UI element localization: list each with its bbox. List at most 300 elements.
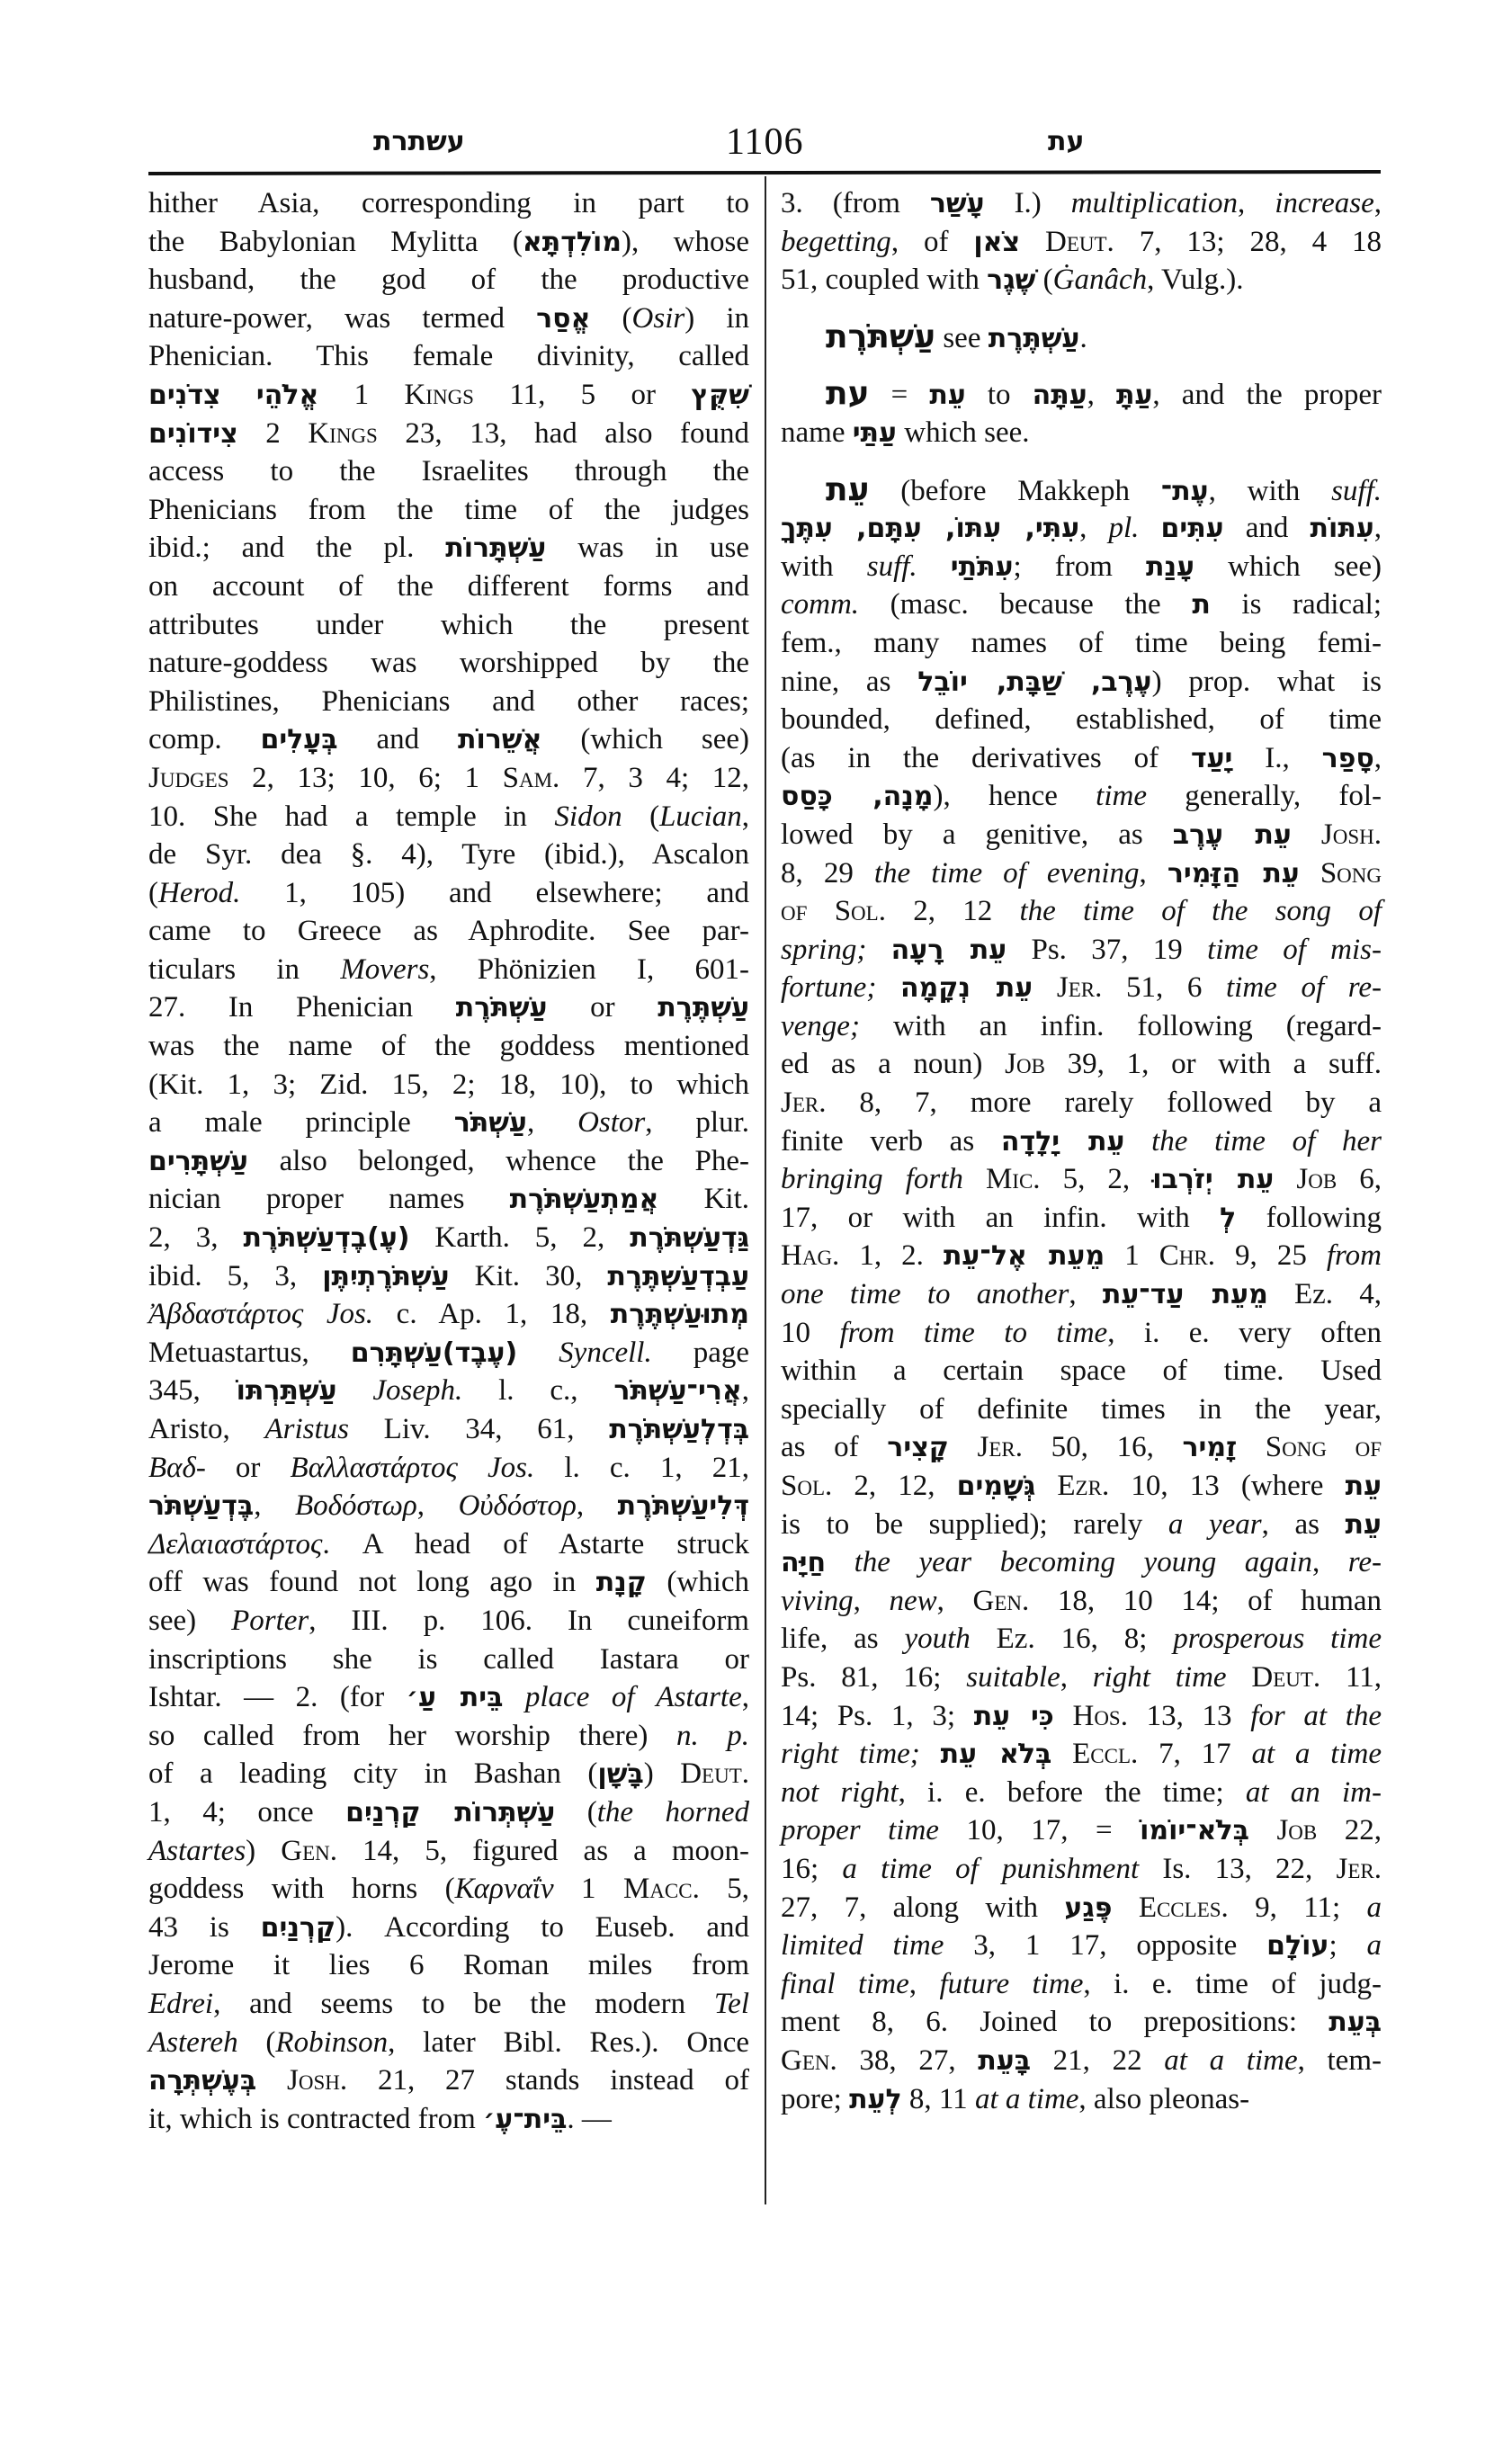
text-segment: suff.	[1331, 474, 1382, 507]
text-segment: (	[148, 876, 158, 909]
text-segment: , and seems to be the modern	[213, 1987, 714, 2020]
text-segment: pore;	[781, 2082, 850, 2115]
text-segment: Song	[1320, 856, 1382, 890]
text-segment: final time	[781, 1967, 909, 2000]
text-segment: 10, 13 (where	[1109, 1470, 1346, 1502]
text-line	[781, 854, 1382, 893]
text-segment: Jer.	[977, 1431, 1024, 1464]
text-segment: a year	[1168, 1507, 1262, 1541]
text-segment: which see)	[1194, 550, 1382, 583]
hebrew-text: צֹאן	[973, 226, 1021, 258]
hebrew-text: עָנַת	[1146, 550, 1195, 583]
text-line	[781, 1045, 1382, 1084]
text-line	[148, 1985, 749, 2024]
hebrew-text: אֲמַתְעַשְׁתֹּרֶת	[509, 1184, 659, 1216]
text-segment: place of Astarte	[524, 1681, 742, 1714]
text-segment: nine, as	[781, 665, 918, 698]
hebrew-text: עִתּוֹת	[1310, 513, 1374, 545]
text-line	[148, 988, 749, 1027]
text-segment: (	[1035, 264, 1053, 297]
text-segment	[1054, 1700, 1073, 1732]
text-segment: 23, 13, had also found	[377, 416, 750, 450]
text-line	[148, 491, 749, 530]
text-line	[148, 1717, 749, 1756]
text-segment: Job	[1276, 1814, 1318, 1847]
hebrew-text: לְ	[1220, 1202, 1237, 1234]
text-line	[148, 529, 749, 568]
text-segment: 21, 22	[1031, 2043, 1165, 2077]
text-segment: Job	[1005, 1048, 1045, 1081]
running-head	[148, 115, 1381, 169]
text-segment: goddess with horns (	[148, 1873, 455, 1906]
text-segment: page	[651, 1336, 750, 1369]
text-segment: , also pleonas-	[1078, 2082, 1250, 2115]
hebrew-text: אֱלֹהֵי	[255, 379, 319, 411]
text-segment: suff.	[866, 550, 917, 583]
text-segment: Liv. 34, 61,	[348, 1413, 610, 1445]
text-line	[148, 836, 749, 874]
hebrew-text: עֶרֶב, שַׁבָּת, יוֹבֵל	[917, 666, 1152, 698]
text-segment: Phenician. This female divinity, called	[148, 340, 749, 373]
text-line	[148, 415, 749, 453]
text-segment	[807, 895, 834, 927]
text-segment: youth	[904, 1623, 971, 1656]
hebrew-text: שִׁקֻּץ	[691, 379, 749, 411]
text-line	[781, 1160, 1382, 1199]
hebrew-text: עֵת	[1345, 1471, 1382, 1502]
text-segment: Phenicians from the time of the judges	[148, 493, 749, 526]
text-segment: fortune;	[781, 971, 877, 1005]
text-segment: Jer.	[1056, 971, 1103, 1005]
text-segment: 51, 6	[1102, 971, 1227, 1005]
text-segment: Jer.	[1336, 1852, 1382, 1885]
text-segment: (	[590, 301, 632, 335]
hebrew-text: דְּלִיעַשְׁתֹּרֶת	[617, 1490, 750, 1523]
text-segment: for at the	[1250, 1699, 1382, 1732]
text-segment: ,	[1060, 1660, 1093, 1694]
hebrew-text: עֵת הַזָּמִיר	[1167, 857, 1300, 890]
text-line	[148, 1180, 749, 1219]
text-segment: from	[1326, 1239, 1382, 1273]
hebrew-text: עֵת רָעָה	[890, 934, 1007, 966]
hebrew-text: עַשְׁתָּרִים	[148, 1145, 248, 1177]
text-line	[781, 1467, 1382, 1506]
hebrew-text: צִידוֹנִים	[148, 417, 238, 450]
text-line	[148, 1755, 749, 1793]
text-segment: Karth. 5, 2,	[409, 1221, 631, 1255]
text-segment: )	[643, 1757, 681, 1791]
text-segment: 1, 2.	[839, 1239, 944, 1273]
text-segment: (before Makkeph	[869, 474, 1161, 507]
text-line	[148, 951, 749, 989]
text-segment: a	[1366, 1891, 1382, 1924]
text-segment: 27, 7, along with	[781, 1891, 1065, 1924]
text-segment: (	[555, 1795, 597, 1829]
text-segment: Ishtar. — 2. (for	[148, 1681, 407, 1714]
text-segment: at an im-	[1245, 1775, 1382, 1809]
text-segment	[1139, 512, 1160, 544]
text-segment: 2, 13; 10, 6; 1	[228, 761, 503, 794]
text-line	[148, 452, 749, 491]
hebrew-text: עֵת	[929, 380, 966, 412]
text-segment: 1, 105) and elsewhere; and	[240, 876, 749, 909]
text-segment: Gen.	[281, 1834, 337, 1867]
text-segment: 10, 17, =	[938, 1814, 1141, 1847]
text-segment: see	[935, 321, 989, 354]
hebrew-text: אֱסַר	[536, 302, 591, 335]
text-segment: I.)	[984, 187, 1071, 219]
text-segment: spring;	[781, 933, 867, 966]
text-segment: right time	[1092, 1660, 1227, 1694]
text-segment: Movers	[340, 952, 430, 986]
text-line	[781, 375, 1382, 414]
text-segment: , later Bibl. Res.). Once	[388, 2025, 749, 2059]
text-segment: Jos.	[487, 1451, 535, 1484]
text-line	[148, 1104, 749, 1142]
hebrew-text: קָנָת	[595, 1567, 647, 1599]
text-segment: ) in	[684, 301, 749, 335]
text-segment: comp.	[148, 723, 261, 756]
text-segment: off was found not long ago in	[148, 1566, 596, 1599]
hebrew-text: עַשְׁתֹּרֶת	[455, 992, 548, 1024]
text-segment: ibid.; and the pl.	[148, 532, 446, 565]
text-segment: Deut.	[1045, 225, 1114, 258]
text-segment: ,	[1237, 187, 1275, 219]
text-segment	[1274, 1163, 1296, 1195]
left-column	[148, 184, 749, 2138]
running-head-first-entry: עשתרת	[373, 126, 465, 157]
text-segment: within a certain space of time. Used	[781, 1355, 1382, 1388]
text-segment: Jer.	[781, 1086, 827, 1120]
text-line	[148, 1027, 749, 1066]
hebrew-text: בְּעֵת	[1329, 2007, 1382, 2039]
text-line	[781, 300, 1382, 318]
hebrew-text: זָמִיר	[1182, 1432, 1238, 1464]
text-line	[781, 1774, 1382, 1812]
hebrew-text: צִדֹנִים	[148, 379, 221, 411]
text-line	[148, 1678, 749, 1717]
text-segment: ). According to Euseb. and	[336, 1910, 749, 1944]
hebrew-text: עֵת נְקָמָה	[899, 972, 1033, 1005]
text-segment: ) prop. what is	[1151, 665, 1382, 698]
text-segment: from time to time	[839, 1316, 1108, 1349]
hebrew-text: בְּעָלִים	[260, 724, 338, 756]
text-segment: also belonged, whence the Phe-	[247, 1144, 749, 1177]
text-segment	[1249, 1814, 1277, 1846]
text-segment: ,	[416, 1489, 459, 1523]
hebrew-text: בְּלֹא עֵת	[940, 1739, 1052, 1771]
text-segment: 3, 1 17, opposite	[944, 1929, 1267, 1963]
text-segment: 18, 10 14; of human	[1029, 1584, 1382, 1617]
text-segment: ,	[1069, 1278, 1103, 1311]
text-segment: 14; Ps. 1, 3;	[781, 1699, 974, 1732]
text-line	[148, 606, 749, 645]
text-segment: Lucian	[659, 800, 742, 833]
hebrew-text: אֲשֵׁרוֹת	[458, 724, 542, 756]
text-segment: 51, coupled with	[781, 264, 988, 297]
text-segment: ), whose	[622, 225, 749, 258]
hebrew-text: עַשְׁתָּרוֹת	[445, 532, 547, 565]
text-segment: Ps. 37, 19	[1007, 933, 1208, 966]
text-line	[148, 1946, 749, 1985]
text-line	[148, 1066, 749, 1104]
hebrew-text: עֵת	[1345, 1508, 1382, 1541]
text-segment: 11, 5 or	[473, 378, 692, 411]
text-line	[781, 548, 1382, 586]
hebrew-text: בְּלֹא־יוֹמוֹ	[1140, 1815, 1249, 1847]
text-segment: 22,	[1317, 1814, 1382, 1847]
text-segment: as of	[781, 1431, 888, 1464]
text-segment: c. Ap. 1, 18,	[373, 1298, 611, 1331]
text-segment: nature-goddess was worshipped by the	[148, 647, 749, 680]
text-line	[781, 223, 1382, 262]
text-segment: Ezr.	[1057, 1470, 1110, 1502]
text-segment: life, as	[781, 1623, 905, 1656]
text-segment: which see.	[896, 416, 1030, 449]
text-line	[781, 1697, 1382, 1736]
text-segment: 27. In Phenician	[148, 991, 456, 1024]
text-segment: Hos.	[1072, 1699, 1128, 1732]
running-head-last-entry: עת	[1048, 126, 1085, 157]
text-segment: time of mis-	[1207, 933, 1382, 966]
text-segment: Βοδόστωρ	[295, 1489, 417, 1523]
text-segment: 5,	[699, 1873, 750, 1906]
text-line	[148, 1602, 749, 1641]
text-segment: nature-power, was termed	[148, 301, 537, 335]
text-line	[781, 356, 1382, 375]
text-line	[781, 2080, 1382, 2119]
hebrew-text: מֵעֵת עַד־עֵת	[1102, 1279, 1268, 1311]
hebrew-text: עַשְׁתְּרוֹת קַרְנַיִם	[345, 1796, 556, 1829]
hebrew-text: עֶת־	[1160, 475, 1209, 507]
text-line	[781, 1850, 1382, 1889]
text-segment: , Vulg.).	[1147, 264, 1244, 297]
text-segment: ,	[1373, 741, 1382, 774]
text-line	[781, 1889, 1382, 1927]
hebrew-text: עֵת עֶרֶב	[1172, 818, 1292, 851]
text-segment: with an infin. following (regard-	[859, 1009, 1382, 1042]
text-line	[781, 1811, 1382, 1850]
hebrew-text: מָנָה, כָּסַס	[781, 781, 934, 813]
text-segment: , Phönizien I, 601-	[429, 952, 749, 986]
text-segment: .	[1079, 321, 1087, 354]
text-segment: ,	[741, 1374, 749, 1408]
text-segment: Οὐδόστορ	[458, 1489, 577, 1523]
text-segment	[866, 934, 890, 966]
text-segment: , i. e. very often	[1107, 1316, 1382, 1349]
text-segment: de Syr. dea §. 4), Tyre (ibid.), Ascalon	[148, 838, 749, 872]
text-segment: , of	[890, 225, 974, 258]
hebrew-text: (עֶבֶד)עַשְׁתָּרִם	[350, 1337, 518, 1369]
text-segment: following	[1236, 1201, 1382, 1234]
hebrew-text: עַתָּ	[1115, 380, 1153, 412]
hebrew-text: עַתַּי	[852, 416, 897, 449]
text-segment	[876, 971, 900, 1004]
text-segment: 21, 27 stands instead of	[347, 2064, 750, 2097]
text-segment	[1124, 1125, 1151, 1158]
text-segment: (Kit. 1, 3; Zid. 15, 2; 18, 10), to which	[148, 1068, 749, 1101]
text-segment: ,	[936, 1584, 973, 1617]
text-segment: Song of	[1265, 1431, 1382, 1464]
text-line	[148, 337, 749, 376]
hebrew-text: גַּדְעַשְׁתֹּרֶת	[630, 1222, 750, 1255]
hebrew-text: חַיָּה	[781, 1547, 827, 1579]
text-segment: not right	[781, 1775, 899, 1809]
text-segment: Deut.	[1251, 1660, 1321, 1694]
text-segment: Jos.	[326, 1298, 374, 1331]
text-segment: 38, 27,	[837, 2043, 979, 2077]
text-line	[148, 1449, 749, 1488]
text-segment: new	[889, 1584, 937, 1617]
text-segment: or	[547, 991, 658, 1024]
text-line	[148, 1909, 749, 1947]
text-segment: 7, 13; 28, 4 18	[1114, 225, 1382, 258]
text-line	[148, 644, 749, 683]
text-segment: Is. 13, 22,	[1139, 1852, 1337, 1885]
text-line	[781, 1659, 1382, 1697]
hebrew-text: עֵת יָלָדָה	[1000, 1125, 1125, 1158]
hebrew-text: עַשְׁתֶּרֶת	[658, 992, 749, 1024]
text-line	[781, 1352, 1382, 1390]
text-segment: future time	[939, 1967, 1084, 2000]
text-segment: on account of the different forms and	[148, 569, 749, 603]
text-segment: . A head of Astarte struck	[322, 1527, 749, 1560]
text-segment: Josh.	[1320, 818, 1382, 851]
text-segment: 9, 25	[1215, 1239, 1327, 1273]
text-line	[781, 586, 1382, 624]
text-line	[148, 1870, 749, 1909]
text-line	[148, 1487, 749, 1525]
hebrew-text: קַרְנַיִם	[260, 1911, 336, 1944]
text-segment: 13, 13	[1127, 1699, 1251, 1732]
text-segment: Ostor	[577, 1106, 646, 1140]
text-segment	[917, 550, 951, 583]
text-segment: 39, 1, or with a suff.	[1044, 1048, 1382, 1081]
text-line	[148, 1295, 749, 1334]
text-segment: ;	[1329, 1929, 1367, 1963]
text-segment: ticulars in	[148, 952, 341, 986]
text-segment	[1227, 1661, 1252, 1694]
text-segment: was the name of the goddess mentioned	[148, 1030, 749, 1063]
text-segment: fem., many names of time being femi-	[781, 626, 1382, 659]
text-segment: at a time	[974, 2082, 1079, 2115]
text-segment: Eccles.	[1138, 1891, 1229, 1924]
hebrew-text: ת	[1192, 589, 1211, 621]
hebrew-text: עַשְׁתֶּרֶת	[988, 322, 1080, 354]
text-line	[781, 318, 1382, 357]
text-segment: ,	[1079, 512, 1109, 545]
text-segment: hither Asia, corresponding in part to	[148, 187, 749, 219]
text-segment: Hag.	[781, 1239, 840, 1273]
right-column	[781, 184, 1382, 2118]
text-line	[148, 1334, 749, 1373]
text-segment: Job	[1296, 1163, 1338, 1196]
text-segment: Eccl.	[1072, 1738, 1139, 1771]
text-line	[781, 624, 1382, 663]
text-segment: 8, 29	[781, 856, 874, 890]
text-segment: Kit.	[658, 1183, 750, 1216]
text-segment: Sol.	[781, 1470, 833, 1502]
hebrew-text: עַשְׁתֹּרֶתְיִתֶּן	[322, 1260, 450, 1292]
text-segment: husband, the god of the productive	[148, 264, 749, 297]
text-segment: , and the proper	[1152, 379, 1382, 412]
text-segment: Δελαιαστάρτος	[148, 1527, 323, 1560]
text-segment: 1	[318, 378, 405, 411]
text-line	[148, 223, 749, 262]
text-segment	[1292, 818, 1321, 851]
text-segment: nician proper names	[148, 1183, 510, 1216]
text-line	[148, 1793, 749, 1832]
text-line	[781, 969, 1382, 1007]
text-segment	[826, 1546, 854, 1578]
text-segment: 345,	[148, 1374, 237, 1408]
text-segment: ,	[908, 1967, 940, 2000]
text-segment: , with	[1208, 474, 1332, 507]
text-line	[148, 2100, 749, 2139]
text-segment: 43 is	[148, 1910, 261, 1944]
text-segment: time of re-	[1226, 971, 1382, 1005]
text-segment: right time;	[781, 1738, 920, 1771]
text-segment: 10	[781, 1316, 840, 1349]
text-segment: ,	[1373, 512, 1382, 545]
hebrew-text: בְּדְלְעַשְׁתֹּרֶת	[609, 1414, 750, 1445]
hebrew-text: עִתֹּתַי	[950, 550, 1014, 583]
text-line	[148, 759, 749, 798]
text-segment: (	[237, 2025, 276, 2059]
text-segment: of	[781, 895, 808, 928]
text-segment: 2, 3,	[148, 1221, 244, 1255]
text-line	[148, 2061, 749, 2100]
text-segment: to	[965, 379, 1033, 412]
text-segment: , i. e. time of judg-	[1083, 1967, 1382, 2000]
text-segment: Mic.	[985, 1163, 1041, 1196]
text-segment: Ġanâch	[1052, 264, 1148, 297]
text-segment: 1, 4; once	[148, 1795, 346, 1829]
text-segment: so called from her worship there)	[148, 1719, 676, 1752]
text-segment	[517, 1337, 559, 1369]
text-segment: 2, 12,	[832, 1470, 957, 1502]
text-line	[781, 1735, 1382, 1774]
text-line	[781, 1582, 1382, 1621]
text-segment: , plur.	[645, 1106, 749, 1140]
text-segment: and	[337, 723, 458, 756]
text-segment: Robinson	[275, 2025, 389, 2059]
text-segment: ,	[1311, 1546, 1348, 1579]
text-segment: l. c.,	[462, 1374, 614, 1408]
text-line	[781, 777, 1382, 816]
text-segment	[337, 1374, 373, 1407]
text-segment	[458, 1452, 488, 1484]
text-segment: increase	[1275, 187, 1374, 219]
hebrew-text: עֵת יְזֹרְבוּ	[1152, 1164, 1275, 1196]
hebrew-text: מוֹלִדְתָּא	[522, 226, 622, 258]
text-segment: specially of definite times in the year,	[781, 1392, 1382, 1426]
text-segment: Metuastartus,	[148, 1336, 351, 1369]
hebrew-text: בָּעֵת	[978, 2044, 1031, 2077]
text-segment: ibid. 5, 3,	[148, 1259, 323, 1292]
text-segment: the time of her	[1151, 1124, 1382, 1158]
text-line	[781, 261, 1382, 300]
text-segment	[920, 1738, 941, 1770]
text-segment: suitable	[966, 1660, 1060, 1694]
text-segment: Aristo,	[148, 1413, 265, 1445]
text-segment: Καρναΐν	[454, 1873, 554, 1906]
text-line	[781, 1620, 1382, 1659]
text-segment: ed as a noun)	[781, 1048, 1006, 1081]
hebrew-text: בָּשָׁן	[597, 1758, 644, 1791]
headword-hebrew: עַשְׁתֹּרֶת	[826, 317, 936, 355]
text-segment	[1033, 971, 1057, 1004]
